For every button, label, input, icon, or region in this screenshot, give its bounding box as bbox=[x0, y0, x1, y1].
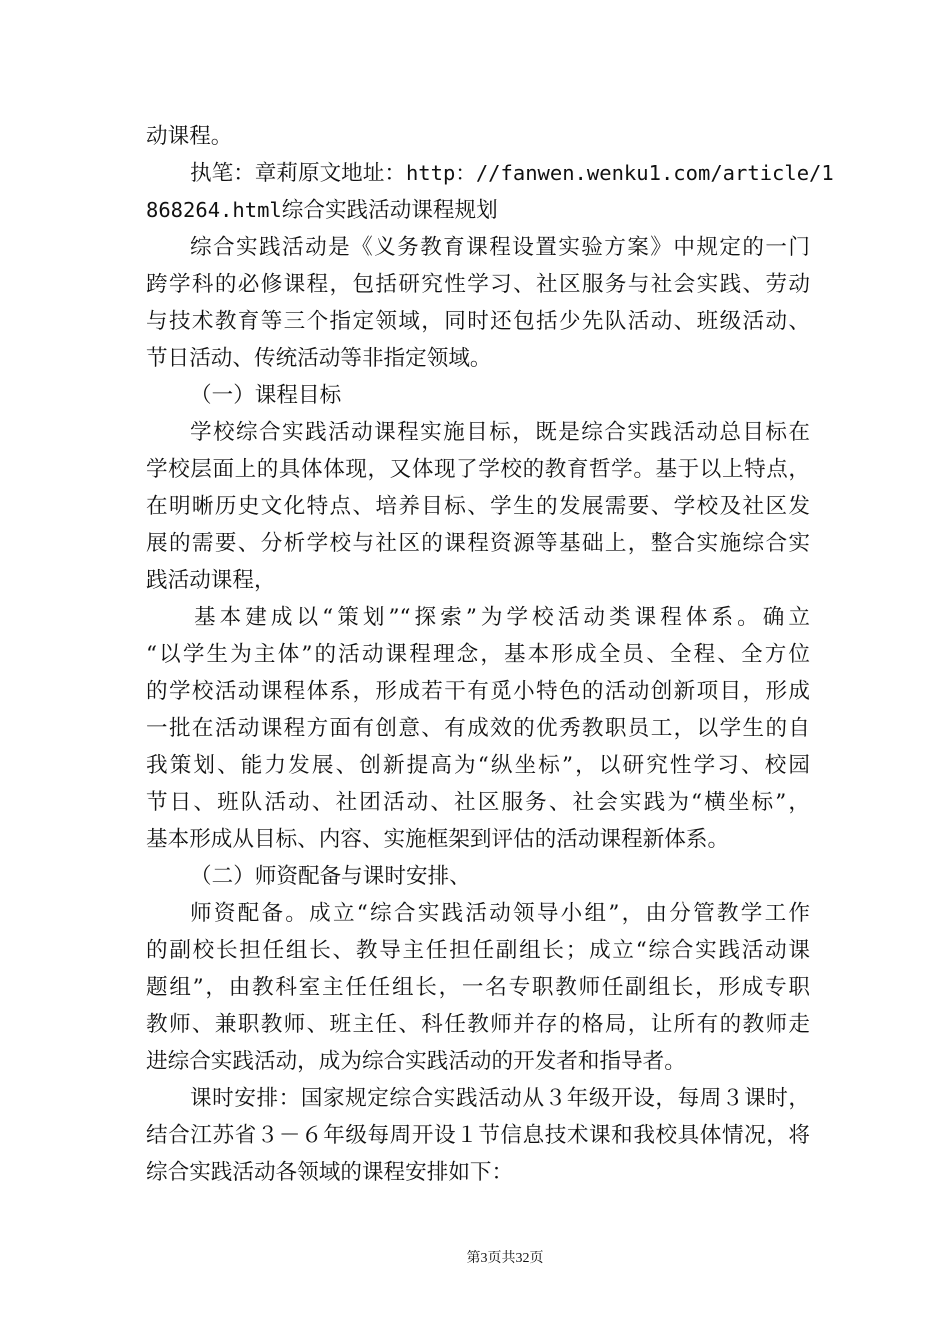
line-1: 动课程。 bbox=[146, 124, 233, 149]
line-22: 师资配备。成立“综合实践活动领导小组”，由分管教学工作 bbox=[190, 901, 810, 926]
section-heading-2: （二）师资配备与课时安排、 bbox=[190, 864, 471, 889]
line-2 bbox=[146, 155, 834, 192]
line-27: 课时安排：国家规定综合实践活动从３年级开设，每周３课时， bbox=[190, 1086, 810, 1111]
line-14: 基本建成以“策划”“探索”为学校活动类课程体系。确立 bbox=[194, 605, 810, 630]
line-11: 在明晰历史文化特点、培养目标、学生的发展需要、学校及社区发 bbox=[146, 494, 810, 519]
section-heading-1: （一）课程目标 bbox=[190, 383, 342, 408]
document-body bbox=[146, 118, 834, 1191]
source-url-part-1[interactable]: http：//fanwen.wenku1.com/article/1 bbox=[405, 161, 834, 185]
line-7: 节日活动、传统活动等非指定领域。 bbox=[146, 346, 492, 371]
line-18: 我策划、能力发展、创新提高为“纵坐标”，以研究性学习、校园 bbox=[146, 753, 810, 778]
line-28: 结合江苏省３－６年级每周开设１节信息技术课和我校具体情况，将 bbox=[146, 1123, 810, 1148]
line-20: 基本形成从目标、内容、实施框架到评估的活动课程新体系。 bbox=[146, 827, 730, 852]
line-23: 的副校长担任组长、教导主任担任副组长；成立“综合实践活动课 bbox=[146, 938, 810, 963]
line-16: 的学校活动课程体系，形成若干有觅小特色的活动创新项目，形成 bbox=[146, 679, 810, 704]
line-29: 综合实践活动各领域的课程安排如下： bbox=[146, 1160, 514, 1185]
line-13: 践活动课程， bbox=[146, 568, 276, 593]
line-12: 展的需要、分析学校与社区的课程资源等基础上，整合实施综合实 bbox=[146, 531, 810, 556]
line-5: 跨学科的必修课程，包括研究性学习、社区服务与社会实践、劳动 bbox=[146, 272, 810, 297]
line-10: 学校层面上的具体体现，又体现了学校的教育哲学。基于以上特点， bbox=[146, 457, 810, 482]
author-text: 执笔：章莉原文地址： bbox=[190, 161, 406, 186]
document-title: 综合实践活动课程规划 bbox=[281, 198, 498, 223]
line-6: 与技术教育等三个指定领域，同时还包括少先队活动、班级活动、 bbox=[146, 309, 810, 334]
line-25: 教师、兼职教师、班主任、科任教师并存的格局，让所有的教师走 bbox=[146, 1012, 810, 1037]
line-24: 题组”，由教科室主任任组长，一名专职教师任副组长，形成专职 bbox=[146, 975, 810, 1000]
line-19: 节日、班队活动、社团活动、社区服务、社会实践为“横坐标”， bbox=[146, 790, 810, 815]
line-9: 学校综合实践活动课程实施目标，既是综合实践活动总目标在 bbox=[190, 420, 810, 445]
line-3 bbox=[146, 192, 810, 229]
line-17: 一批在活动课程方面有创意、有成效的优秀教职员工，以学生的自 bbox=[146, 716, 810, 741]
page-number: 第3页共32页 bbox=[466, 1251, 544, 1266]
line-4: 综合实践活动是《义务教育课程设置实验方案》中规定的一门 bbox=[190, 235, 810, 260]
line-26: 进综合实践活动，成为综合实践活动的开发者和指导者。 bbox=[146, 1049, 686, 1074]
source-url-part-2[interactable]: 868264.html bbox=[146, 198, 282, 222]
line-15: “以学生为主体”的活动课程理念，基本形成全员、全程、全方位 bbox=[146, 642, 810, 667]
